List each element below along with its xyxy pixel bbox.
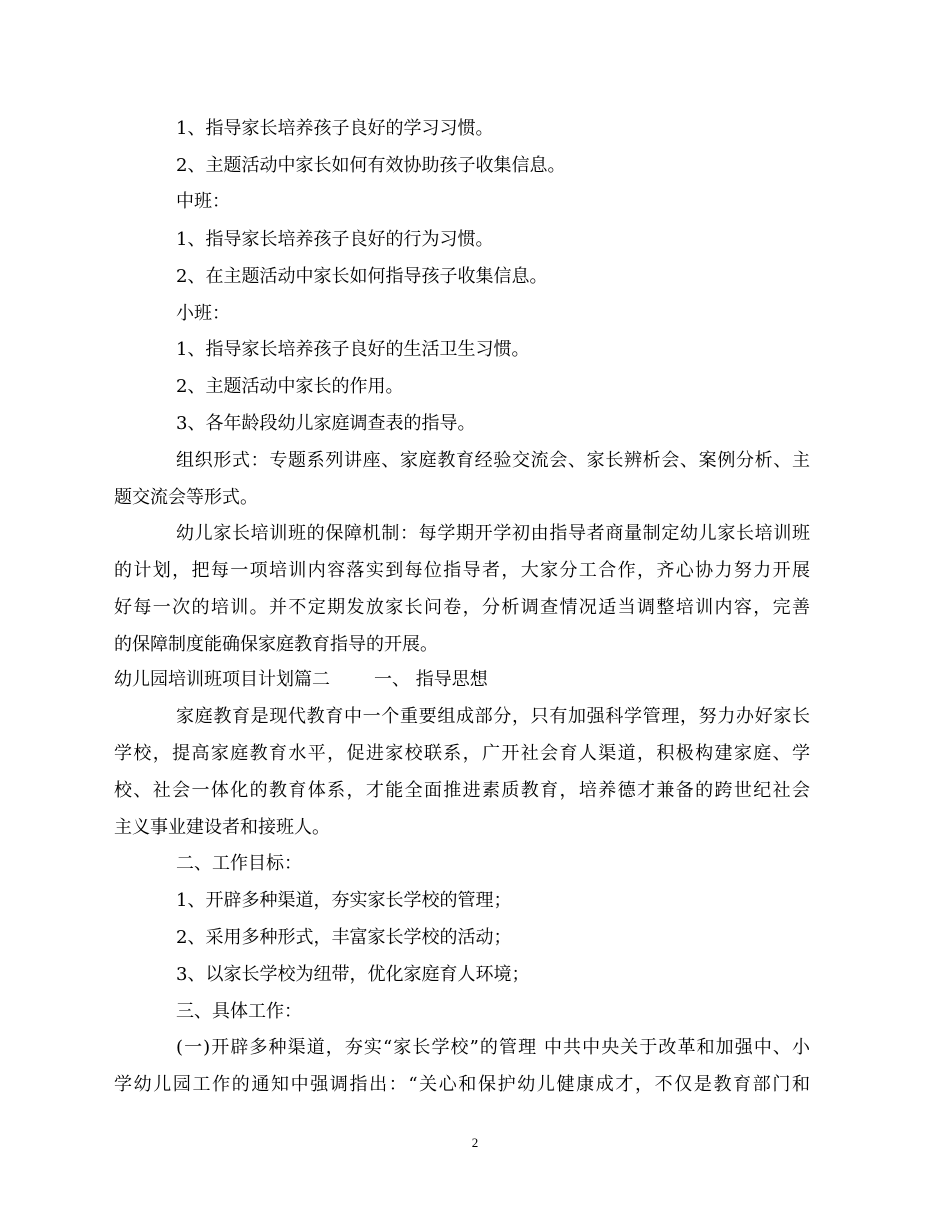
article-title-line bbox=[0, 661, 950, 698]
text-line: 3、各年龄段幼儿家庭调查表的指导。 bbox=[176, 413, 476, 434]
text-line: 2、采用多种形式，丰富家长学校的活动； bbox=[176, 927, 512, 948]
section-heading: 一、 指导思想 bbox=[374, 669, 488, 690]
text-line: 3、以家长学校为纽带，优化家庭育人环境； bbox=[176, 964, 530, 985]
text-line: 2、主题活动中家长如何有效协助孩子收集信息。 bbox=[176, 155, 566, 176]
text-line: 2、在主题活动中家长如何指导孩子收集信息。 bbox=[176, 266, 548, 287]
paragraph-line: 题交流会等形式。 bbox=[114, 487, 258, 508]
paragraph-line: 组织形式：专题系列讲座、家庭教育经验交流会、家长辨析会、案例分析、主 bbox=[176, 450, 810, 471]
paragraph-line: 好每一次的培训。并不定期发放家长问卷，分析调查情况适当调整培训内容，完善 bbox=[114, 597, 810, 618]
paragraph-line: 的保障制度能确保家庭教育指导的开展。 bbox=[114, 634, 438, 655]
text-line: 2、主题活动中家长的作用。 bbox=[176, 376, 404, 397]
section-heading: 三、具体工作： bbox=[176, 1001, 302, 1022]
text-line: 1、指导家长培养孩子良好的行为习惯。 bbox=[176, 229, 494, 250]
text-line: 1、指导家长培养孩子良好的学习习惯。 bbox=[176, 118, 494, 139]
paragraph-line: 幼儿家长培训班的保障机制：每学期开学初由指导者商量制定幼儿家长培训班 bbox=[176, 523, 810, 544]
text-line: 1、开辟多种渠道，夯实家长学校的管理； bbox=[176, 890, 512, 911]
paragraph-line: 学校，提高家庭教育水平，促进家校联系，广开社会育人渠道，积极构建家庭、学 bbox=[114, 743, 810, 764]
paragraph-line: 主义事业建设者和接班人。 bbox=[114, 817, 330, 838]
section-heading-middle-class: 中班： bbox=[176, 191, 230, 212]
page-number: 2 bbox=[471, 1135, 479, 1150]
paragraph-line: (一)开辟多种渠道，夯实“家长学校”的管理 中共中央关于改革和加强中、小 bbox=[176, 1037, 810, 1058]
paragraph-line: 的计划，把每一项培训内容落实到每位指导者，大家分工合作，齐心协力努力开展 bbox=[114, 560, 810, 581]
article-title: 幼儿园培训班项目计划篇二 bbox=[114, 669, 330, 690]
section-heading-small-class: 小班： bbox=[176, 303, 230, 324]
paragraph-line: 家庭教育是现代教育中一个重要组成部分，只有加强科学管理，努力办好家长 bbox=[176, 706, 810, 727]
paragraph-line: 学幼儿园工作的通知中强调指出：“关心和保护幼儿健康成才，不仅是教育部门和 bbox=[114, 1074, 810, 1095]
section-heading: 二、工作目标： bbox=[176, 853, 302, 874]
text-line: 1、指导家长培养孩子良好的生活卫生习惯。 bbox=[176, 339, 530, 360]
paragraph-line: 校、社会一体化的教育体系，才能全面推进素质教育，培养德才兼备的跨世纪社会 bbox=[114, 780, 810, 801]
